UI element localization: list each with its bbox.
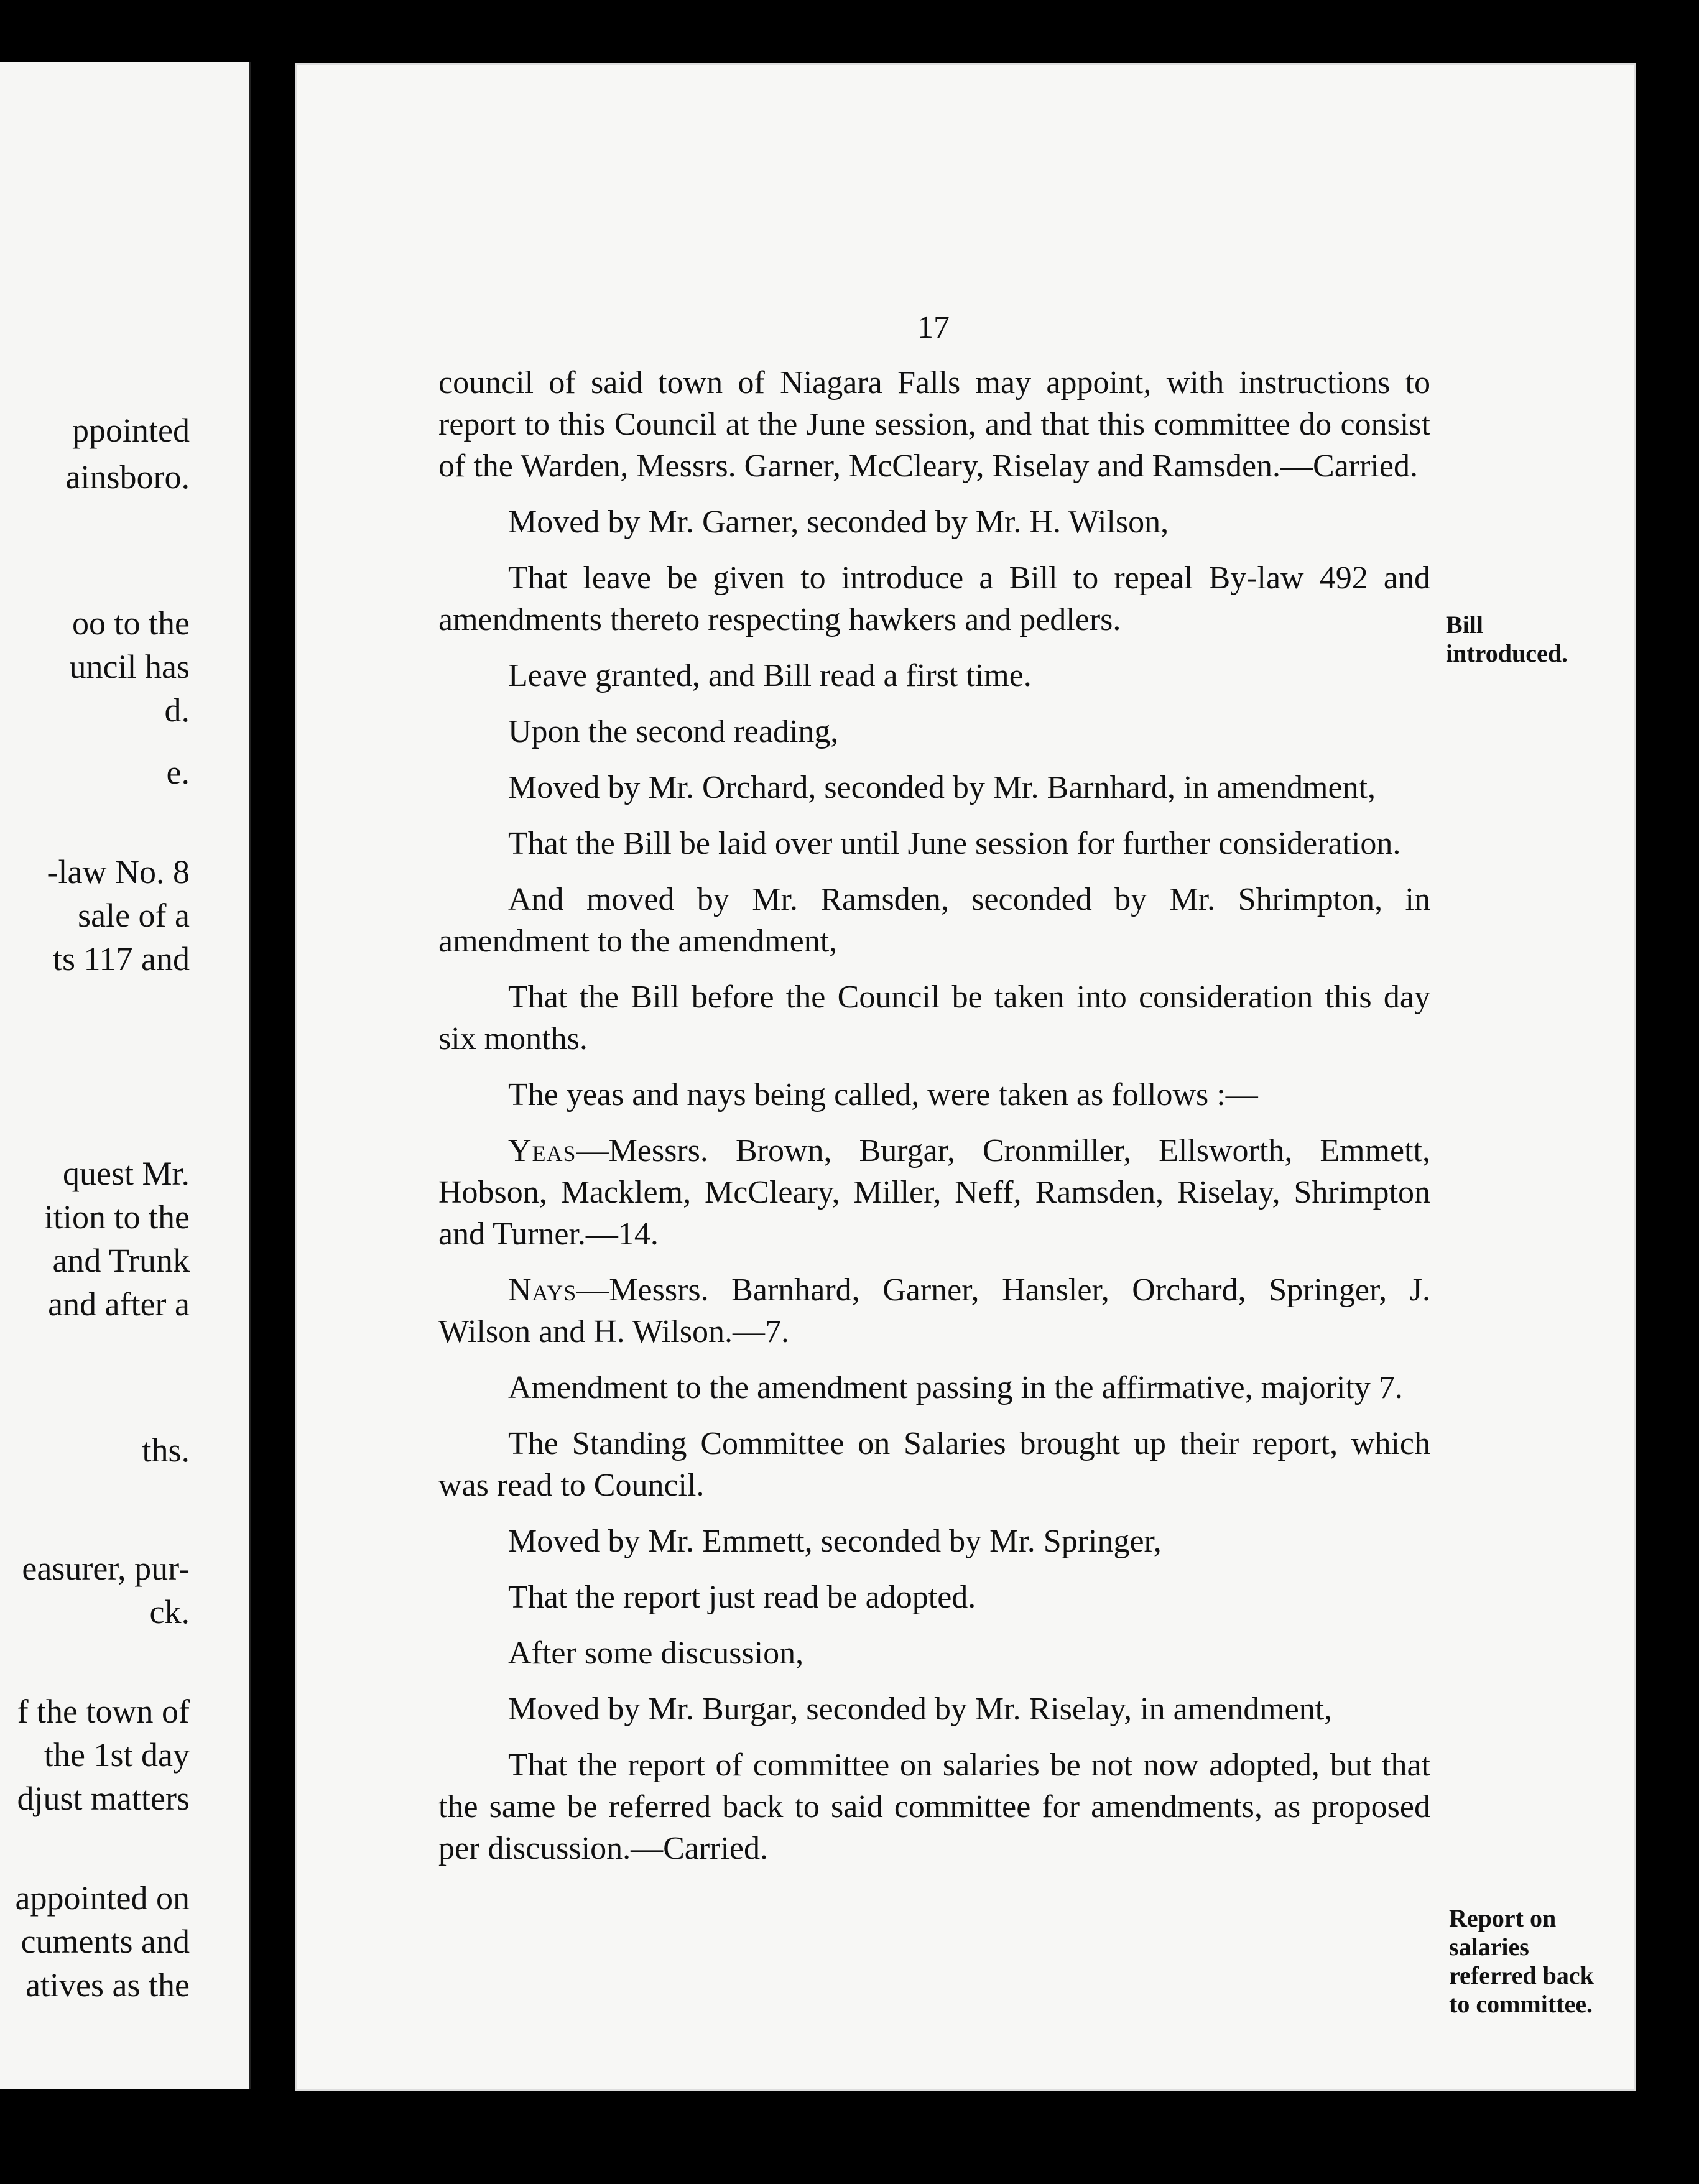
paragraph-text: That leave be given to introduce a Bill to repeal By-law 492 and amendments thereto respecting hawkers and pedlers. — [438, 560, 1430, 637]
paragraph-text: Moved by Mr. Garner, seconded by Mr. H. Wilson, — [508, 504, 1169, 540]
paragraph — [438, 711, 1430, 752]
paragraph — [438, 1688, 1430, 1730]
paragraph — [438, 1367, 1430, 1409]
paragraph — [438, 1130, 1430, 1255]
left-page-line: ts 117 and — [53, 940, 190, 978]
paragraph-text: Leave granted, and Bill read a first time. — [508, 658, 1032, 693]
left-page-line: ppointed — [72, 412, 190, 449]
left-page-line: the 1st day — [44, 1736, 190, 1774]
paragraph-text: council of said town of Niagara Falls may appoint, with instructions to report to this Council at the June session, and that this committee do consist of the Warden, Messrs. Garner, McCleary, Riselay and Ramsden.—Carried. — [438, 365, 1430, 484]
left-page-line: atives as the — [25, 1966, 190, 2004]
paragraph-text: After some discussion, — [508, 1636, 804, 1671]
paragraph-text: And moved by Mr. Ramsden, seconded by Mr. Shrimpton, in amendment to the amendment, — [438, 882, 1430, 959]
paragraph-text: Moved by Mr. Burgar, seconded by Mr. Riselay, in amendment, — [508, 1691, 1333, 1727]
paragraph — [438, 501, 1430, 543]
left-page-line: ths. — [142, 1432, 190, 1469]
left-page-line: sale of a — [78, 897, 190, 934]
left-page-line: and after a — [48, 1285, 190, 1323]
paragraph-text: The yeas and nays being called, were taken as follows :— — [508, 1077, 1258, 1113]
paragraph — [438, 1576, 1430, 1618]
paragraph — [438, 557, 1430, 641]
paragraph — [438, 1520, 1430, 1562]
paragraph — [438, 362, 1430, 487]
paragraph — [438, 1632, 1430, 1674]
left-page-line: e. — [166, 754, 190, 791]
paragraph-text: The Standing Committee on Salaries brought up their report, which was read to Council. — [438, 1426, 1430, 1503]
left-page-line: -law No. 8 — [47, 853, 190, 891]
left-page-line: ition to the — [44, 1198, 190, 1236]
paragraph — [438, 767, 1430, 808]
paragraph-text: That the report of committee on salaries be not now adopted, but that the same be referred back to said committee for amendments, as proposed per discussion.—Carried. — [438, 1747, 1430, 1866]
left-page-line: djust matters — [17, 1780, 190, 1817]
previous-page-fragment — [0, 62, 251, 2089]
vote-label: Yeas — [508, 1133, 576, 1168]
paragraph — [438, 1074, 1430, 1116]
left-page-line: appointed on — [15, 1879, 190, 1917]
left-page-line: easurer, pur- — [22, 1550, 190, 1587]
left-page-line: d. — [164, 692, 190, 729]
left-page-line: quest Mr. — [62, 1155, 190, 1192]
left-page-line: uncil has — [69, 648, 190, 685]
left-page-line: ck. — [149, 1593, 190, 1631]
paragraph-text: —Messrs. Brown, Burgar, Cronmiller, Ellsworth, Emmett, Hobson, Macklem, McCleary, Miller, Neff, Ramsden, Riselay, Shrimpton and Turner.—14. — [438, 1133, 1430, 1252]
paragraph — [438, 823, 1430, 864]
left-page-line: ainsboro. — [65, 458, 190, 496]
paragraph-text: That the report just read be adopted. — [508, 1580, 976, 1615]
left-page-line: and Trunk — [52, 1242, 190, 1279]
paragraph — [438, 655, 1430, 696]
paragraph-text: That the Bill before the Council be taken into consideration this day six months. — [438, 979, 1430, 1057]
left-page-line: oo to the — [72, 604, 190, 642]
paragraph — [438, 1269, 1430, 1353]
page-body — [438, 362, 1430, 1884]
margin-note-bill-introduced: Bill introduced. — [1446, 611, 1568, 667]
paragraph-text: Upon the second reading, — [508, 714, 839, 749]
paragraph-text: That the Bill be laid over until June session for further consideration. — [508, 826, 1401, 861]
paragraph — [438, 1744, 1430, 1869]
paragraph-text: Moved by Mr. Orchard, seconded by Mr. Barnhard, in amendment, — [508, 770, 1376, 805]
paragraph — [438, 879, 1430, 962]
vote-label: Nays — [508, 1272, 577, 1308]
left-page-line: f the town of — [17, 1693, 190, 1730]
paragraph-text: Amendment to the amendment passing in the affirmative, majority 7. — [508, 1370, 1403, 1405]
document-page — [295, 63, 1636, 2091]
left-page-line: cuments and — [21, 1923, 190, 1960]
margin-note-report-referred: Report on salaries referred back to committee. — [1449, 1904, 1594, 2018]
paragraph — [438, 1423, 1430, 1506]
paragraph-text: Moved by Mr. Emmett, seconded by Mr. Springer, — [508, 1524, 1162, 1559]
paragraph — [438, 976, 1430, 1060]
page-number: 17 — [917, 310, 950, 345]
paragraph-text: —Messrs. Barnhard, Garner, Hansler, Orchard, Springer, J. Wilson and H. Wilson.—7. — [438, 1272, 1430, 1349]
